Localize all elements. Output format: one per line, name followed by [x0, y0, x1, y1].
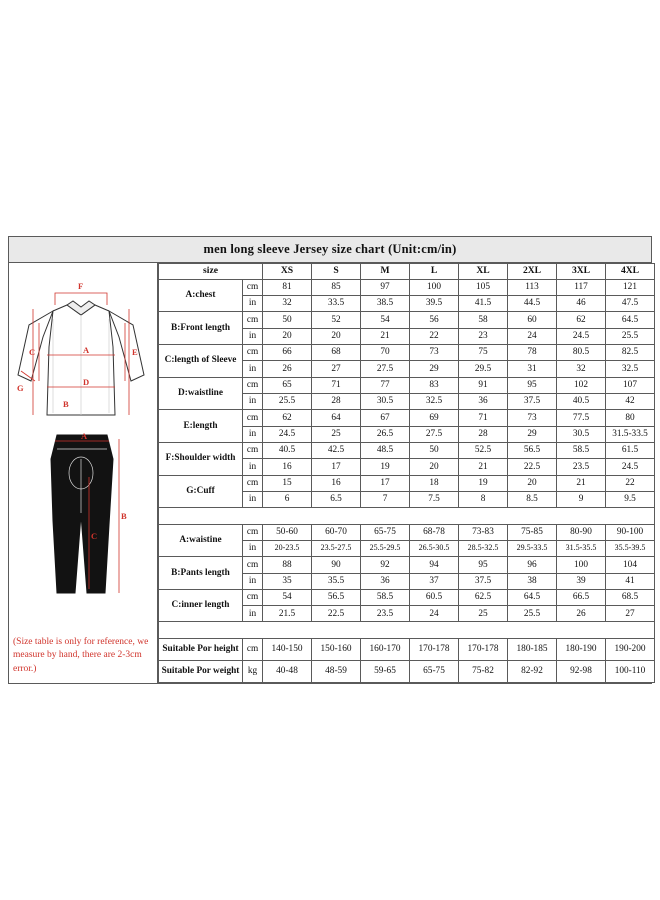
cell: 39: [557, 573, 606, 589]
cell: 9.5: [606, 491, 655, 507]
table-row: [159, 377, 655, 393]
cell: 68-78: [410, 524, 459, 540]
row-unit: in: [243, 393, 263, 409]
cell: 60.5: [410, 589, 459, 605]
cell: 83: [410, 377, 459, 393]
cell: 29: [410, 361, 459, 377]
cell: 62: [557, 312, 606, 328]
cell: 17: [361, 475, 410, 491]
cell: 64.5: [508, 589, 557, 605]
cell: 42.5: [312, 442, 361, 458]
row-unit: cm: [243, 557, 263, 573]
cell: 32: [263, 295, 312, 311]
cell: 15: [263, 475, 312, 491]
chart-body: [9, 263, 651, 683]
cell: 150-160: [312, 638, 361, 660]
cell: 44.5: [508, 295, 557, 311]
cell: 26: [263, 361, 312, 377]
cell: 38: [508, 573, 557, 589]
cell: 70: [361, 344, 410, 360]
cell: 92-98: [557, 660, 606, 682]
cell: 62: [263, 410, 312, 426]
row-label: Suitable Por height: [159, 638, 243, 660]
row-label: B:Pants length: [159, 557, 243, 590]
cell: 40-48: [263, 660, 312, 682]
cell: 46: [557, 295, 606, 311]
measurements-table: [158, 263, 655, 683]
row-label: F:Shoulder width: [159, 442, 243, 475]
cell: 25: [312, 426, 361, 442]
cell: 90-100: [606, 524, 655, 540]
cell: 42: [606, 393, 655, 409]
cell: 26: [557, 606, 606, 622]
row-unit: cm: [243, 589, 263, 605]
table-row: [159, 410, 655, 426]
cell: 56.5: [312, 589, 361, 605]
cell: 24: [410, 606, 459, 622]
cell: 100-110: [606, 660, 655, 682]
cell: 27.5: [361, 361, 410, 377]
label-E: E: [132, 347, 138, 357]
label-A: A: [83, 345, 90, 355]
cell: 61.5: [606, 442, 655, 458]
cell: 180-190: [557, 638, 606, 660]
label-C: C: [29, 347, 36, 357]
row-unit: in: [243, 361, 263, 377]
row-label: C:length of Sleeve: [159, 344, 243, 377]
row-label: B:Front length: [159, 312, 243, 345]
cell: 35.5: [312, 573, 361, 589]
cell: 21: [361, 328, 410, 344]
cell: 81: [263, 279, 312, 295]
cell: 62.5: [459, 589, 508, 605]
cell: 73: [508, 410, 557, 426]
cell: 50: [410, 442, 459, 458]
cell: 180-185: [508, 638, 557, 660]
cell: 82.5: [606, 344, 655, 360]
cell: 90: [312, 557, 361, 573]
cell: 102: [557, 377, 606, 393]
cell: 28: [312, 393, 361, 409]
cell: 50: [263, 312, 312, 328]
table-row: [159, 442, 655, 458]
row-unit: in: [243, 426, 263, 442]
cell: 19: [459, 475, 508, 491]
cell: 30.5: [361, 393, 410, 409]
cell: 100: [410, 279, 459, 295]
cell: 21: [557, 475, 606, 491]
cell: 22.5: [508, 459, 557, 475]
cell: 65: [263, 377, 312, 393]
header-col-2: M: [361, 264, 410, 280]
cell: 56.5: [508, 442, 557, 458]
cell: 41.5: [459, 295, 508, 311]
row-unit: in: [243, 573, 263, 589]
cell: 32.5: [410, 393, 459, 409]
cell: 104: [606, 557, 655, 573]
cell: 107: [606, 377, 655, 393]
cell: 121: [606, 279, 655, 295]
cell: 170-178: [410, 638, 459, 660]
cell: 28: [459, 426, 508, 442]
table-row: [159, 279, 655, 295]
cell: 92: [361, 557, 410, 573]
cell: 8.5: [508, 491, 557, 507]
cell: 80.5: [557, 344, 606, 360]
row-unit: cm: [243, 475, 263, 491]
cell: 6: [263, 491, 312, 507]
cell: 52.5: [459, 442, 508, 458]
row-label: E:length: [159, 410, 243, 443]
cell: 27: [312, 361, 361, 377]
cell: 26.5: [361, 426, 410, 442]
cell: 41: [606, 573, 655, 589]
cell: 40.5: [263, 442, 312, 458]
cell: 24.5: [263, 426, 312, 442]
cell: 60: [508, 312, 557, 328]
cell: 8: [459, 491, 508, 507]
table-row: [159, 589, 655, 605]
cell: 77: [361, 377, 410, 393]
cell: 23.5-27.5: [312, 540, 361, 556]
cell: 67: [361, 410, 410, 426]
label-D: D: [83, 377, 90, 387]
cell: 58.5: [557, 442, 606, 458]
row-unit: in: [243, 459, 263, 475]
row-unit: in: [243, 328, 263, 344]
cell: 56: [410, 312, 459, 328]
cell: 94: [410, 557, 459, 573]
cell: 22: [410, 328, 459, 344]
row-label: C:inner length: [159, 589, 243, 622]
cell: 23.5: [557, 459, 606, 475]
header-size: size: [159, 264, 263, 280]
cell: 68: [312, 344, 361, 360]
cell: 64: [312, 410, 361, 426]
header-col-1: S: [312, 264, 361, 280]
spacer-cell: [159, 508, 655, 524]
table-header-row: [159, 264, 655, 280]
cell: 25.5: [508, 606, 557, 622]
cell: 50-60: [263, 524, 312, 540]
cell: 35.5-39.5: [606, 540, 655, 556]
cell: 64.5: [606, 312, 655, 328]
cell: 21: [459, 459, 508, 475]
illustration-svg: [9, 263, 155, 683]
cell: 75-82: [459, 660, 508, 682]
cell: 73: [410, 344, 459, 360]
cell: 80: [606, 410, 655, 426]
cell: 31.5-35.5: [557, 540, 606, 556]
row-unit: cm: [243, 377, 263, 393]
cell: 80-90: [557, 524, 606, 540]
cell: 100: [557, 557, 606, 573]
cell: 71: [459, 410, 508, 426]
row-unit: in: [243, 491, 263, 507]
cell: 7: [361, 491, 410, 507]
label-F: F: [78, 281, 84, 291]
cell: 9: [557, 491, 606, 507]
cell: 75-85: [508, 524, 557, 540]
cell: 20: [410, 459, 459, 475]
cell: 170-178: [459, 638, 508, 660]
cell: 59-65: [361, 660, 410, 682]
cell: 37.5: [508, 393, 557, 409]
cell: 48-59: [312, 660, 361, 682]
table-row: [159, 524, 655, 540]
cell: 37.5: [459, 573, 508, 589]
cell: 39.5: [410, 295, 459, 311]
cell: 36: [459, 393, 508, 409]
cell: 16: [312, 475, 361, 491]
cell: 20-23.5: [263, 540, 312, 556]
cell: 69: [410, 410, 459, 426]
cell: 29.5: [459, 361, 508, 377]
label-pants-B: B: [121, 511, 127, 521]
size-chart: [8, 236, 652, 684]
row-unit: cm: [243, 442, 263, 458]
cell: 52: [312, 312, 361, 328]
cell: 58.5: [361, 589, 410, 605]
cell: 24: [508, 328, 557, 344]
cell: 24.5: [606, 459, 655, 475]
cell: 6.5: [312, 491, 361, 507]
header-col-5: 2XL: [508, 264, 557, 280]
cell: 31.5-33.5: [606, 426, 655, 442]
cell: 190-200: [606, 638, 655, 660]
row-unit: in: [243, 606, 263, 622]
row-unit: cm: [243, 638, 263, 660]
cell: 66: [263, 344, 312, 360]
cell: 160-170: [361, 638, 410, 660]
cell: 20: [263, 328, 312, 344]
cell: 48.5: [361, 442, 410, 458]
cell: 20: [312, 328, 361, 344]
disclaimer-note: (Size table is only for reference, we measure by hand, there are 2-3cm error.): [13, 636, 149, 675]
cell: 22.5: [312, 606, 361, 622]
header-col-3: L: [410, 264, 459, 280]
cell: 7.5: [410, 491, 459, 507]
cell: 21.5: [263, 606, 312, 622]
cell: 31: [508, 361, 557, 377]
cell: 32.5: [606, 361, 655, 377]
cell: 91: [459, 377, 508, 393]
label-B: B: [63, 399, 69, 409]
row-unit: cm: [243, 312, 263, 328]
cell: 68.5: [606, 589, 655, 605]
cell: 140-150: [263, 638, 312, 660]
label-G: G: [17, 383, 24, 393]
cell: 105: [459, 279, 508, 295]
label-pants-A: A: [81, 431, 88, 441]
cell: 29.5-33.5: [508, 540, 557, 556]
cell: 33.5: [312, 295, 361, 311]
cell: 16: [263, 459, 312, 475]
cell: 38.5: [361, 295, 410, 311]
header-col-0: XS: [263, 264, 312, 280]
row-unit: cm: [243, 410, 263, 426]
table-row: [159, 638, 655, 660]
cell: 17: [312, 459, 361, 475]
row-unit: kg: [243, 660, 263, 682]
row-unit: cm: [243, 279, 263, 295]
cell: 37: [410, 573, 459, 589]
cell: 54: [361, 312, 410, 328]
cell: 77.5: [557, 410, 606, 426]
row-unit: cm: [243, 344, 263, 360]
cell: 26.5-30.5: [410, 540, 459, 556]
cell: 25.5-29.5: [361, 540, 410, 556]
cell: 60-70: [312, 524, 361, 540]
row-unit: in: [243, 295, 263, 311]
cell: 95: [508, 377, 557, 393]
page-title: men long sleeve Jersey size chart (Unit:cm/in): [9, 237, 651, 263]
cell: 82-92: [508, 660, 557, 682]
cell: 97: [361, 279, 410, 295]
row-unit: cm: [243, 524, 263, 540]
row-label: A:chest: [159, 279, 243, 312]
cell: 27.5: [410, 426, 459, 442]
cell: 24.5: [557, 328, 606, 344]
cell: 36: [361, 573, 410, 589]
header-col-7: 4XL: [606, 264, 655, 280]
cell: 75: [459, 344, 508, 360]
cell: 25.5: [263, 393, 312, 409]
cell: 73-83: [459, 524, 508, 540]
table-row: [159, 475, 655, 491]
cell: 88: [263, 557, 312, 573]
cell: 95: [459, 557, 508, 573]
cell: 18: [410, 475, 459, 491]
cell: 113: [508, 279, 557, 295]
cell: 19: [361, 459, 410, 475]
cell: 25: [459, 606, 508, 622]
row-label: G:Cuff: [159, 475, 243, 508]
table-row: [159, 312, 655, 328]
cell: 58: [459, 312, 508, 328]
cell: 32: [557, 361, 606, 377]
cell: 65-75: [410, 660, 459, 682]
cell: 35: [263, 573, 312, 589]
table-spacer-row: [159, 508, 655, 524]
cell: 117: [557, 279, 606, 295]
header-col-4: XL: [459, 264, 508, 280]
label-pants-C: C: [91, 531, 98, 541]
spacer-cell: [159, 622, 655, 638]
cell: 29: [508, 426, 557, 442]
table-row: [159, 557, 655, 573]
cell: 47.5: [606, 295, 655, 311]
table-row: [159, 344, 655, 360]
cell: 65-75: [361, 524, 410, 540]
row-unit: in: [243, 540, 263, 556]
cell: 25.5: [606, 328, 655, 344]
cell: 27: [606, 606, 655, 622]
row-label: Suitable Por weight: [159, 660, 243, 682]
cell: 66.5: [557, 589, 606, 605]
cell: 71: [312, 377, 361, 393]
cell: 20: [508, 475, 557, 491]
cell: 96: [508, 557, 557, 573]
row-label: A:waistine: [159, 524, 243, 557]
cell: 28.5-32.5: [459, 540, 508, 556]
table-spacer-row: [159, 622, 655, 638]
header-col-6: 3XL: [557, 264, 606, 280]
cell: 30.5: [557, 426, 606, 442]
cell: 23.5: [361, 606, 410, 622]
row-label: D:waistline: [159, 377, 243, 410]
cell: 85: [312, 279, 361, 295]
cell: 78: [508, 344, 557, 360]
cell: 23: [459, 328, 508, 344]
cell: 22: [606, 475, 655, 491]
cell: 40.5: [557, 393, 606, 409]
garment-illustration: [9, 263, 158, 683]
table-row: [159, 660, 655, 682]
cell: 54: [263, 589, 312, 605]
